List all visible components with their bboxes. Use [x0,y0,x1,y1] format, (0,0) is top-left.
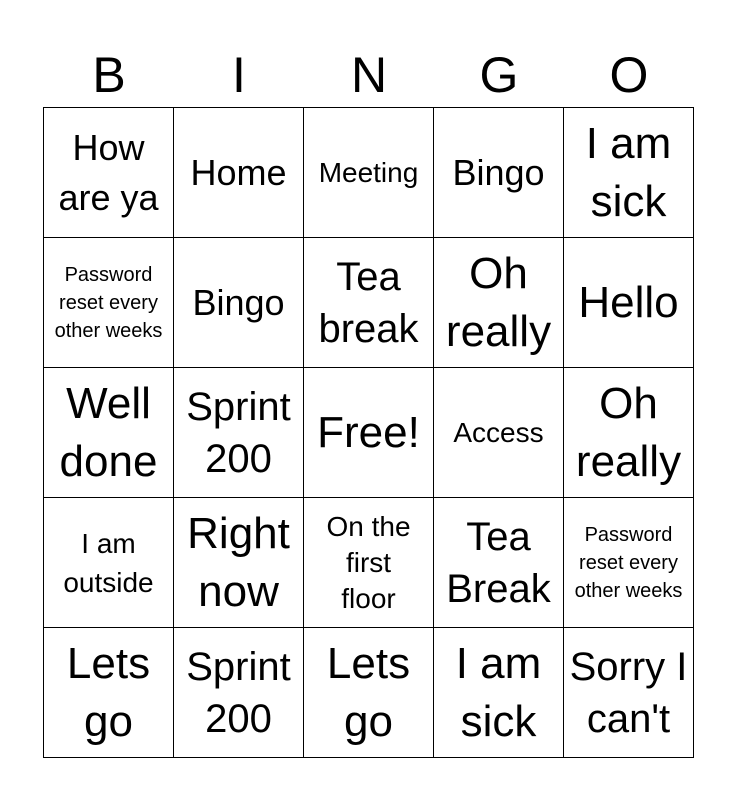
bingo-card-grid [43,107,694,758]
bingo-cell-r4c2[interactable] [174,498,304,628]
bingo-cell-r1c2[interactable] [174,108,304,238]
bingo-cell-r4c1[interactable] [44,498,174,628]
bingo-cell-r4c3[interactable] [304,498,434,628]
bingo-cell-r3c1[interactable] [44,368,174,498]
cell-text: Sprint 200 [186,384,291,481]
bingo-cell-r5c1[interactable] [44,628,174,758]
bingo-cell-r2c2[interactable] [174,238,304,368]
cell-text: Lets go [326,638,411,746]
header-letter-i: I [232,47,246,103]
bingo-cell-r2c5[interactable] [564,238,694,368]
header-letter-b: B [92,47,126,103]
bingo-cell-r4c5[interactable] [564,498,694,628]
cell-text: On the first floor [326,510,411,614]
bingo-cell-r3c4[interactable] [434,368,564,498]
cell-text: I am sick [585,118,672,226]
cell-text: Tea Break [446,514,551,611]
header-letter-g: G [479,47,519,103]
bingo-cell-r3c5[interactable] [564,368,694,498]
bingo-cell-r3c2[interactable] [174,368,304,498]
cell-text: Right now [187,508,290,616]
cell-text: I am outside [63,527,154,598]
bingo-cell-r5c4[interactable] [434,628,564,758]
cell-text: Password reset every other weeks [54,263,163,342]
bingo-cell-r1c3[interactable] [304,108,434,238]
cell-text: Oh really [575,378,682,486]
cell-text: Sprint 200 [186,644,291,741]
header-letter-n: N [350,47,388,103]
cell-text: Oh really [445,248,552,356]
bingo-cell-r1c4[interactable] [434,108,564,238]
bingo-cell-r5c2[interactable] [174,628,304,758]
header-letter-o: O [609,47,649,103]
cell-text: Sorry I can't [569,644,688,741]
bingo-cell-r5c5[interactable] [564,628,694,758]
free-space-text: Free! [317,407,420,457]
cell-text: Hello [578,277,679,327]
cell-text: Home [190,151,287,193]
bingo-cell-r2c4[interactable] [434,238,564,368]
cell-text: Bingo [452,151,545,193]
cell-text: I am sick [455,638,542,746]
bingo-header [44,44,694,106]
cell-text: Access [453,417,544,448]
bingo-cell-r1c1[interactable] [44,108,174,238]
bingo-cell-r2c3[interactable] [304,238,434,368]
cell-text: Meeting [318,156,419,188]
cell-text: Well done [59,378,158,486]
cell-text: Password reset every other weeks [574,523,683,602]
cell-text: Bingo [192,281,285,323]
cell-text: Lets go [66,638,151,746]
bingo-cell-r2c1[interactable] [44,238,174,368]
cell-text: Tea break [318,254,419,351]
bingo-cell-r1c5[interactable] [564,108,694,238]
bingo-cell-r5c3[interactable] [304,628,434,758]
free-space[interactable] [304,368,434,498]
bingo-cell-r4c4[interactable] [434,498,564,628]
cell-text: How are ya [58,126,159,218]
